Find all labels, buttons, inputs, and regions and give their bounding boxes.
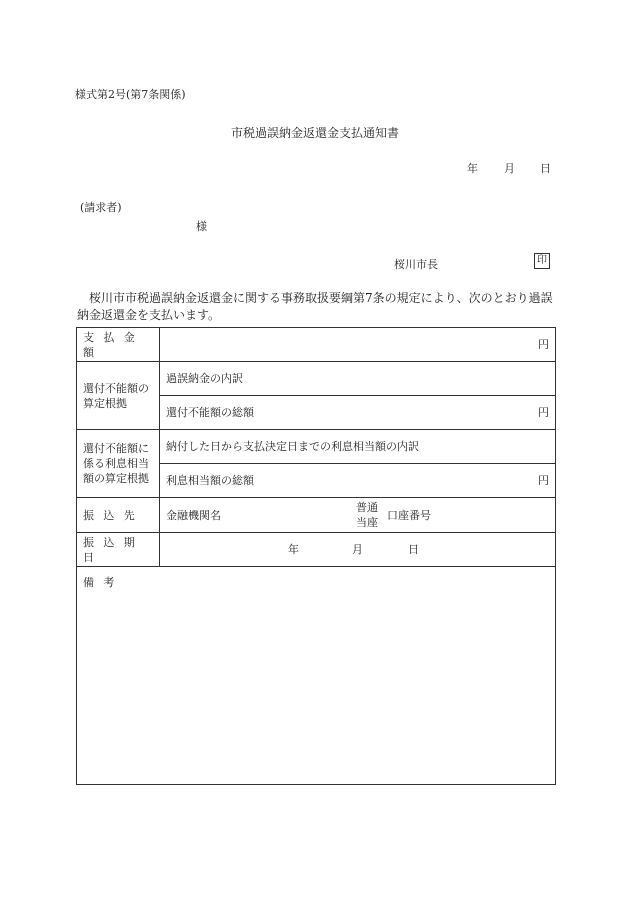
claimant-honorific: 様 (196, 220, 207, 233)
transfer-to-value (160, 498, 556, 533)
interest-breakdown: 納付した日から支払決定日までの利息相当額の内訳 (160, 430, 556, 464)
transfer-date-value (160, 533, 556, 567)
claimant-heading: (請求者) (80, 201, 122, 214)
row-payment-amount (77, 328, 556, 362)
account-type-ordinary: 普通 (356, 501, 378, 514)
account-number-label: 口座番号 (387, 509, 431, 522)
non-refundable-total (160, 396, 556, 430)
payment-amount-unit: 円 (538, 338, 549, 351)
row-transfer-date (77, 533, 556, 567)
interest-total (160, 464, 556, 498)
row-transfer-to (77, 498, 556, 533)
row-remarks (77, 567, 556, 785)
payment-amount-label: 支払金額 (77, 328, 160, 362)
non-refundable-basis-label: 還付不能額の算定根拠 (77, 362, 160, 430)
non-refundable-total-unit: 円 (538, 406, 549, 419)
account-type-current: 当座 (356, 516, 378, 529)
intro-paragraph: 桜川市市税過誤納金返還金に関する事務取扱要綱第7条の規定により、次のとおり過誤納金返還金を支払います。 (77, 291, 553, 322)
non-refundable-total-label: 還付不能額の総額 (166, 406, 254, 419)
transfer-date-month: 月 (352, 543, 363, 556)
payment-amount-value (160, 328, 556, 362)
date-day-label: 日 (540, 162, 551, 175)
issuer-name: 桜川市長 (394, 258, 438, 271)
bank-name-label: 金融機関名 (166, 509, 221, 522)
transfer-date-year: 年 (288, 543, 299, 556)
non-refundable-breakdown: 過誤納金の内訳 (160, 362, 556, 396)
date-year-label: 年 (467, 162, 478, 175)
interest-total-unit: 円 (538, 474, 549, 487)
payment-notice-table (76, 327, 556, 785)
form-number: 様式第2号(第7条関係) (75, 88, 186, 101)
interest-basis-label: 還付不能額に係る利息相当額の算定根拠 (77, 430, 160, 498)
row-interest-breakdown (77, 430, 556, 464)
document-title: 市税過誤納金返還金支払通知書 (230, 126, 399, 140)
seal-mark: 印 (534, 253, 550, 269)
transfer-date-day: 日 (408, 543, 419, 556)
transfer-date-label: 振込期日 (77, 533, 160, 567)
remarks-label: 備考 (77, 567, 556, 785)
date-month-label: 月 (504, 162, 515, 175)
transfer-to-label: 振込先 (77, 498, 160, 533)
interest-total-label: 利息相当額の総額 (166, 474, 254, 487)
row-non-refundable-breakdown (77, 362, 556, 396)
